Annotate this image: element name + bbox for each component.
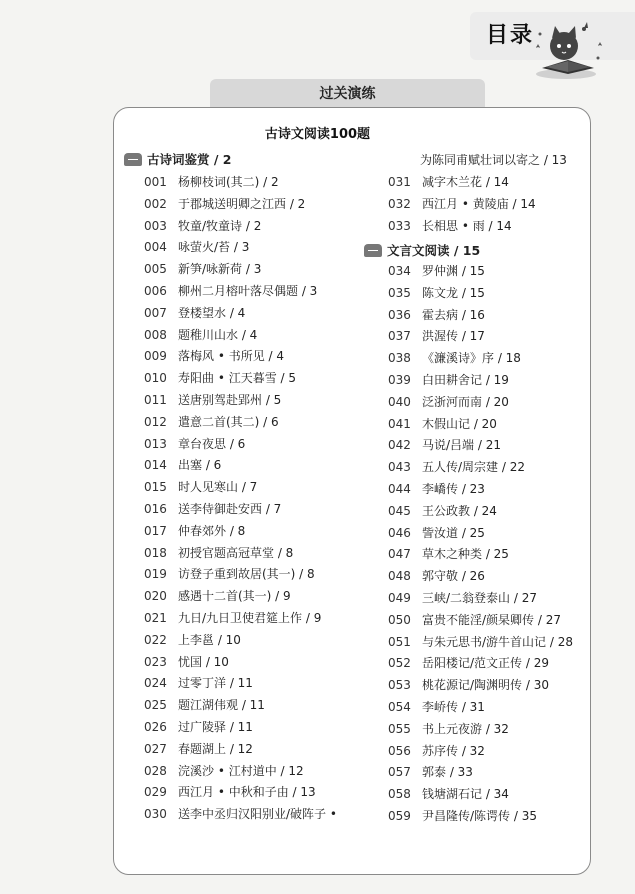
entry-number: 057 xyxy=(388,765,411,780)
entry-title: 苏序传 / 32 xyxy=(422,743,485,758)
entry-number: 038 xyxy=(388,351,411,366)
page-title: 目录 xyxy=(486,23,535,48)
toc-entry xyxy=(144,610,321,626)
toc-entry xyxy=(144,283,317,299)
entry-number: 033 xyxy=(388,218,411,233)
entry-title: 新笋/咏新荷 / 3 xyxy=(178,262,262,277)
entry-title: 西江月 • 黄陵庙 / 14 xyxy=(422,196,536,211)
entry-title: 出塞 / 6 xyxy=(178,458,222,473)
category-heading-poetry xyxy=(124,150,231,168)
panel-heading: 古诗文阅读100题 xyxy=(264,127,371,142)
toc-entry xyxy=(388,394,509,410)
entry-title: 桃花源记/陶渊明传 / 30 xyxy=(422,678,549,693)
entry-title: 訾汝道 / 25 xyxy=(422,525,485,540)
toc-entry xyxy=(388,307,485,323)
entry-title: 长相思 • 雨 / 14 xyxy=(422,218,512,233)
toc-entry xyxy=(388,590,537,606)
entry-number: 010 xyxy=(144,371,167,386)
entry-number: 016 xyxy=(144,502,167,516)
entry-title: 泛浙河而南 / 20 xyxy=(422,394,509,409)
entry-title: 遣意二首(其二) / 6 xyxy=(178,414,279,429)
toc-entry xyxy=(388,481,485,497)
entry-number: 022 xyxy=(144,632,167,647)
toc-entry xyxy=(144,523,245,539)
toc-entry xyxy=(144,261,261,277)
entry-number: 014 xyxy=(144,458,167,473)
entry-number: 059 xyxy=(388,809,411,823)
toc-entry xyxy=(388,612,561,628)
toc-entry xyxy=(388,699,485,715)
reading-cat-icon xyxy=(528,18,610,82)
entry-title: 牧童/牧童诗 / 2 xyxy=(178,218,262,233)
entry-title: 与朱元思书/游牛首山记 / 28 xyxy=(422,634,573,649)
entry-title: 岳阳楼记/范文正传 / 29 xyxy=(422,656,549,671)
entry-title: 洪渥传 / 17 xyxy=(422,329,485,344)
entry-number: 018 xyxy=(144,545,167,560)
category-label: 古诗词鉴赏 / 2 xyxy=(147,152,232,167)
entry-number: 023 xyxy=(144,654,167,669)
toc-entry xyxy=(144,784,316,800)
entry-number: 011 xyxy=(144,393,167,407)
entry-number: 003 xyxy=(144,218,167,233)
toc-entry xyxy=(144,196,305,212)
toc-entry xyxy=(388,328,485,344)
category-label: 文言文阅读 / 15 xyxy=(387,243,481,258)
toc-entry xyxy=(388,350,521,366)
entry-number: 031 xyxy=(388,175,411,189)
entry-title: 于郡城送明卿之江西 / 2 xyxy=(178,196,306,211)
entry-title: 题稚川山水 / 4 xyxy=(178,327,258,342)
entry-number: 013 xyxy=(144,436,167,451)
toc-entry xyxy=(144,370,296,386)
entry-title: 咏萤火/苔 / 3 xyxy=(178,240,250,255)
entry-number: 056 xyxy=(388,743,411,758)
toc-entry xyxy=(144,239,249,255)
entry-title: 马说/吕端 / 21 xyxy=(422,438,501,453)
entry-number: 048 xyxy=(388,569,411,584)
entry-title: 富贵不能淫/颜杲卿传 / 27 xyxy=(422,612,561,627)
entry-title: 浣溪沙 • 江村道中 / 12 xyxy=(178,763,304,778)
entry-number: 049 xyxy=(388,591,411,605)
entry-number: 044 xyxy=(388,482,411,496)
toc-entry xyxy=(144,806,337,822)
entry-number: 015 xyxy=(144,480,167,495)
entry-number: 028 xyxy=(144,763,167,778)
category-heading-classical-prose xyxy=(364,241,480,259)
entry-title: 春题湖上 / 12 xyxy=(178,741,253,756)
entry-number: 054 xyxy=(388,700,411,714)
entry-number: 005 xyxy=(144,262,167,277)
category-marker-icon xyxy=(124,153,142,166)
entry-number: 050 xyxy=(388,612,411,627)
entry-number: 045 xyxy=(388,503,411,518)
entry-number: 042 xyxy=(388,438,411,453)
entry-title: 三峡/二翁登泰山 / 27 xyxy=(422,591,537,605)
toc-entry xyxy=(388,634,573,650)
entry-number: 004 xyxy=(144,240,167,255)
toc-entry xyxy=(144,501,281,517)
category-marker-icon xyxy=(364,244,382,257)
entry-number: 026 xyxy=(144,720,167,734)
toc-entry xyxy=(388,416,497,432)
toc-entry xyxy=(388,372,509,388)
entry-title: 章台夜思 / 6 xyxy=(178,436,246,451)
entry-number: 007 xyxy=(144,305,167,320)
entry-title: 送李中丞归汉阳别业/破阵子 • xyxy=(178,807,337,822)
entry-title: 钱塘湖石记 / 34 xyxy=(422,787,509,802)
toc-entry xyxy=(388,218,512,234)
entry-title: 尹昌隆传/陈谔传 / 35 xyxy=(422,809,537,823)
toc-entry xyxy=(388,174,509,190)
entry-title: 仲春郊外 / 8 xyxy=(178,523,246,538)
entry-number: 017 xyxy=(144,523,167,538)
toc-entry xyxy=(144,719,253,735)
entry-title: 罗仲渊 / 15 xyxy=(422,264,485,278)
entry-number: 002 xyxy=(144,196,167,211)
entry-number: 025 xyxy=(144,698,167,713)
toc-entry xyxy=(144,348,284,364)
entry-number: 047 xyxy=(388,547,411,562)
entry-title: 陈文龙 / 15 xyxy=(422,285,485,300)
toc-entry xyxy=(144,414,279,430)
entry-title: 访登子重到故居(其一) / 8 xyxy=(178,567,315,582)
entry-title: 初授官题高冠草堂 / 8 xyxy=(178,545,294,560)
entry-title: 减字木兰花 / 14 xyxy=(422,175,509,189)
toc-entry xyxy=(144,218,261,234)
toc-entry xyxy=(388,196,536,212)
toc-entry xyxy=(388,721,509,737)
toc-entry xyxy=(144,327,257,343)
entry-number: 029 xyxy=(144,785,167,800)
entry-number: 021 xyxy=(144,611,167,625)
toc-entry xyxy=(388,655,549,671)
entry-number: 008 xyxy=(144,327,167,342)
entry-title: 落梅风 • 书所见 / 4 xyxy=(178,349,285,364)
entry-number: 019 xyxy=(144,567,167,582)
toc-entry xyxy=(144,697,265,713)
entry-title: 书上元夜游 / 32 xyxy=(422,721,509,736)
entry-title: 西江月 • 中秋和子由 / 13 xyxy=(178,785,316,800)
entry-number: 006 xyxy=(144,284,167,298)
entry-number: 046 xyxy=(388,525,411,540)
toc-entry xyxy=(144,436,245,452)
entry-title: 郭泰 / 33 xyxy=(422,765,473,780)
entry-title: 王公政教 / 24 xyxy=(422,503,497,518)
toc-entry xyxy=(388,263,485,279)
toc-entry xyxy=(144,457,221,473)
toc-entry xyxy=(144,741,253,757)
entry-title: 感遇十二首(其一) / 9 xyxy=(178,589,291,604)
toc-entry xyxy=(144,654,229,670)
entry-number: 043 xyxy=(388,460,411,475)
entry-title: 白田耕舍记 / 19 xyxy=(422,373,509,387)
toc-entry xyxy=(144,545,293,561)
toc-entry xyxy=(388,764,473,780)
toc-entry xyxy=(388,743,485,759)
entry-number: 058 xyxy=(388,787,411,802)
entry-title: 过零丁洋 / 11 xyxy=(178,676,253,691)
entry-title: 送李侍御赴安西 / 7 xyxy=(178,502,282,516)
entry-number: 020 xyxy=(144,589,167,604)
entry-number: 027 xyxy=(144,741,167,756)
toc-entry xyxy=(144,632,241,648)
entry-title: 霍去病 / 16 xyxy=(422,307,485,322)
entry-number: 036 xyxy=(388,307,411,322)
toc-entry xyxy=(388,677,549,693)
entry-title: 五人传/周宗建 / 22 xyxy=(422,460,525,475)
entry-number: 037 xyxy=(388,329,411,344)
toc-entry xyxy=(388,437,501,453)
entry-title: 寿阳曲 • 江天暮雪 / 5 xyxy=(178,371,297,386)
entry-number: 040 xyxy=(388,394,411,409)
entry-number: 032 xyxy=(388,196,411,211)
entry-number: 001 xyxy=(144,175,167,189)
toc-entry xyxy=(144,305,245,321)
entry-title: 郭守敬 / 26 xyxy=(422,569,485,584)
entry-title: 李嶠传 / 23 xyxy=(422,482,485,496)
entry-number: 034 xyxy=(388,264,411,278)
entry-title: 题江湖伟观 / 11 xyxy=(178,698,265,713)
entry-title: 九日/九日卫使君筵上作 / 9 xyxy=(178,611,322,625)
toc-entry xyxy=(388,285,485,301)
section-tab: 过关演练 xyxy=(210,79,485,109)
entry-number: 052 xyxy=(388,656,411,671)
entry-number: 009 xyxy=(144,349,167,364)
toc-entry xyxy=(388,503,497,519)
entry-number: 055 xyxy=(388,721,411,736)
entry-number: 035 xyxy=(388,285,411,300)
entry-title: 上李邕 / 10 xyxy=(178,632,241,647)
toc-entry xyxy=(144,675,253,691)
entry-number: 053 xyxy=(388,678,411,693)
entry-title: 时人见寒山 / 7 xyxy=(178,480,258,495)
entry-number: 039 xyxy=(388,373,411,387)
entry-title: 送唐别驾赴郢州 / 5 xyxy=(178,393,282,407)
toc-entry xyxy=(388,546,509,562)
toc-entry xyxy=(388,786,509,802)
toc-entry xyxy=(144,392,281,408)
entry-title: 木假山记 / 20 xyxy=(422,416,497,431)
entry-number: 041 xyxy=(388,416,411,431)
entry-number: 051 xyxy=(388,634,411,649)
toc-entry xyxy=(388,525,485,541)
entry-title: 杨柳枝词(其二) / 2 xyxy=(178,175,279,189)
toc-entry xyxy=(144,566,315,582)
entry-title: 《濂溪诗》序 / 18 xyxy=(422,351,521,366)
toc-entry xyxy=(144,174,279,190)
entry-title: 过广陵驿 / 11 xyxy=(178,720,253,734)
entry-title: 李峤传 / 31 xyxy=(422,700,485,714)
toc-entry xyxy=(144,479,257,495)
toc-entry xyxy=(144,763,304,779)
entry-number: 012 xyxy=(144,414,167,429)
toc-entry xyxy=(388,459,525,475)
toc-entry xyxy=(388,808,537,824)
entry-title: 忧国 / 10 xyxy=(178,654,229,669)
entry-number: 030 xyxy=(144,807,167,822)
entry-title: 草木之种类 / 25 xyxy=(422,547,509,562)
entry-030-continuation: 为陈同甫赋壮词以寄之 / 13 xyxy=(420,153,567,167)
toc-entry xyxy=(388,568,485,584)
toc-entry xyxy=(144,588,291,604)
entry-title: 柳州二月榕叶落尽偶题 / 3 xyxy=(178,284,318,298)
entry-number: 024 xyxy=(144,676,167,691)
entry-title: 登楼望水 / 4 xyxy=(178,305,246,320)
